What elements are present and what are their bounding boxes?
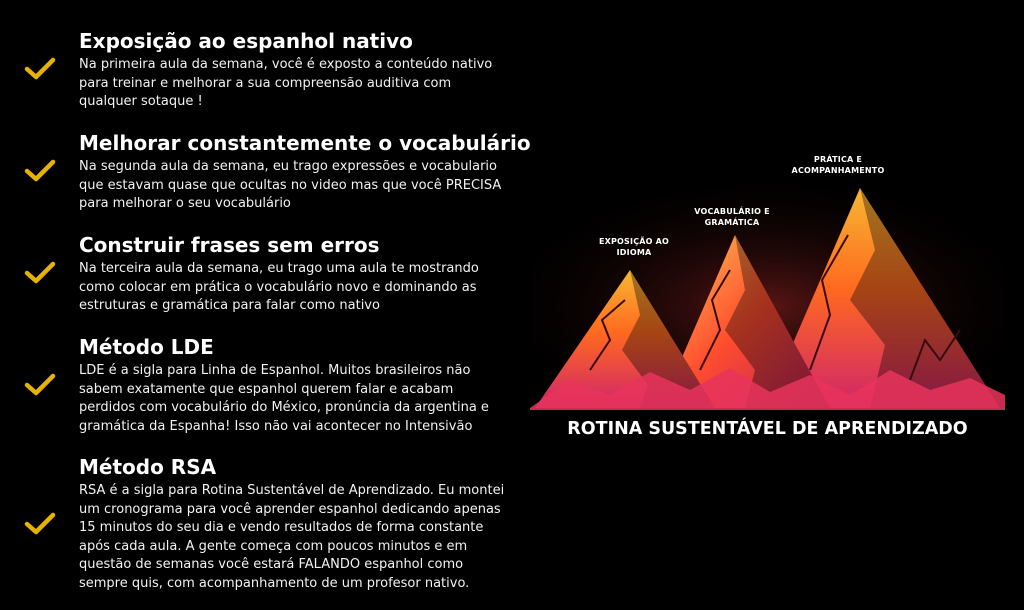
feature-title: Melhorar constantemente o vocabulário bbox=[79, 131, 531, 155]
visual-caption: ROTINA SUSTENTÁVEL DE APRENDIZADO bbox=[567, 419, 968, 439]
feature-title: Método RSA bbox=[79, 455, 217, 479]
peak-label: PRÁTICA E ACOMPANHAMENTO bbox=[791, 155, 885, 175]
checkmark-icon bbox=[24, 55, 56, 83]
peak-label: EXPOSIÇÃO AO IDIOMA bbox=[598, 237, 670, 257]
mountain-visual bbox=[530, 140, 1005, 450]
feature-description: Na segunda aula da semana, eu trago expressões e vocabulario que estavam quase que ocultas no video mas que você PRECISA para melhorar o seu vocabulário bbox=[79, 159, 502, 211]
feature-title: Exposição ao espanhol nativo bbox=[79, 29, 413, 53]
checkmark-icon bbox=[24, 259, 56, 287]
checkmark-icon bbox=[24, 371, 56, 399]
feature-title: Construir frases sem erros bbox=[79, 233, 380, 257]
peak-label: VOCABULÁRIO E GRAMÁTICA bbox=[694, 207, 770, 227]
feature-description: RSA é a sigla para Rotina Sustentável de Aprendizado. Eu montei um cronograma para você aprender espanhol dedicando apenas 15 minutos do seu dia e vendo resultados de forma constante após cada aula. A gente começa com poucos minutos e em questão de semanas você estará FALANDO espanhol como sempre quis, com acompanhamento de um profesor nativo. bbox=[79, 483, 505, 591]
checkmark-icon bbox=[24, 510, 56, 538]
feature-title: Método LDE bbox=[79, 335, 214, 359]
feature-description: Na primeira aula da semana, você é exposto a conteúdo nativo para treinar e melhorar a sua compreensão auditiva com qualquer sotaque ! bbox=[79, 57, 493, 109]
feature-description: LDE é a sigla para Linha de Espanhol. Muitos brasileiros não sabem exatamente que espanhol querem falar e acabam perdidos com vocabulário do México, pronúncia da argentina e gramática da Espanha! Isso não vai acontecer no Intensivão bbox=[79, 363, 489, 434]
mountains-illustration bbox=[530, 140, 1005, 410]
feature-description: Na terceira aula da semana, eu trago uma aula te mostrando como colocar em prática o vocabulário novo e dominando as estruturas e gramática para falar como nativo bbox=[79, 261, 479, 313]
checkmark-icon bbox=[24, 157, 56, 185]
